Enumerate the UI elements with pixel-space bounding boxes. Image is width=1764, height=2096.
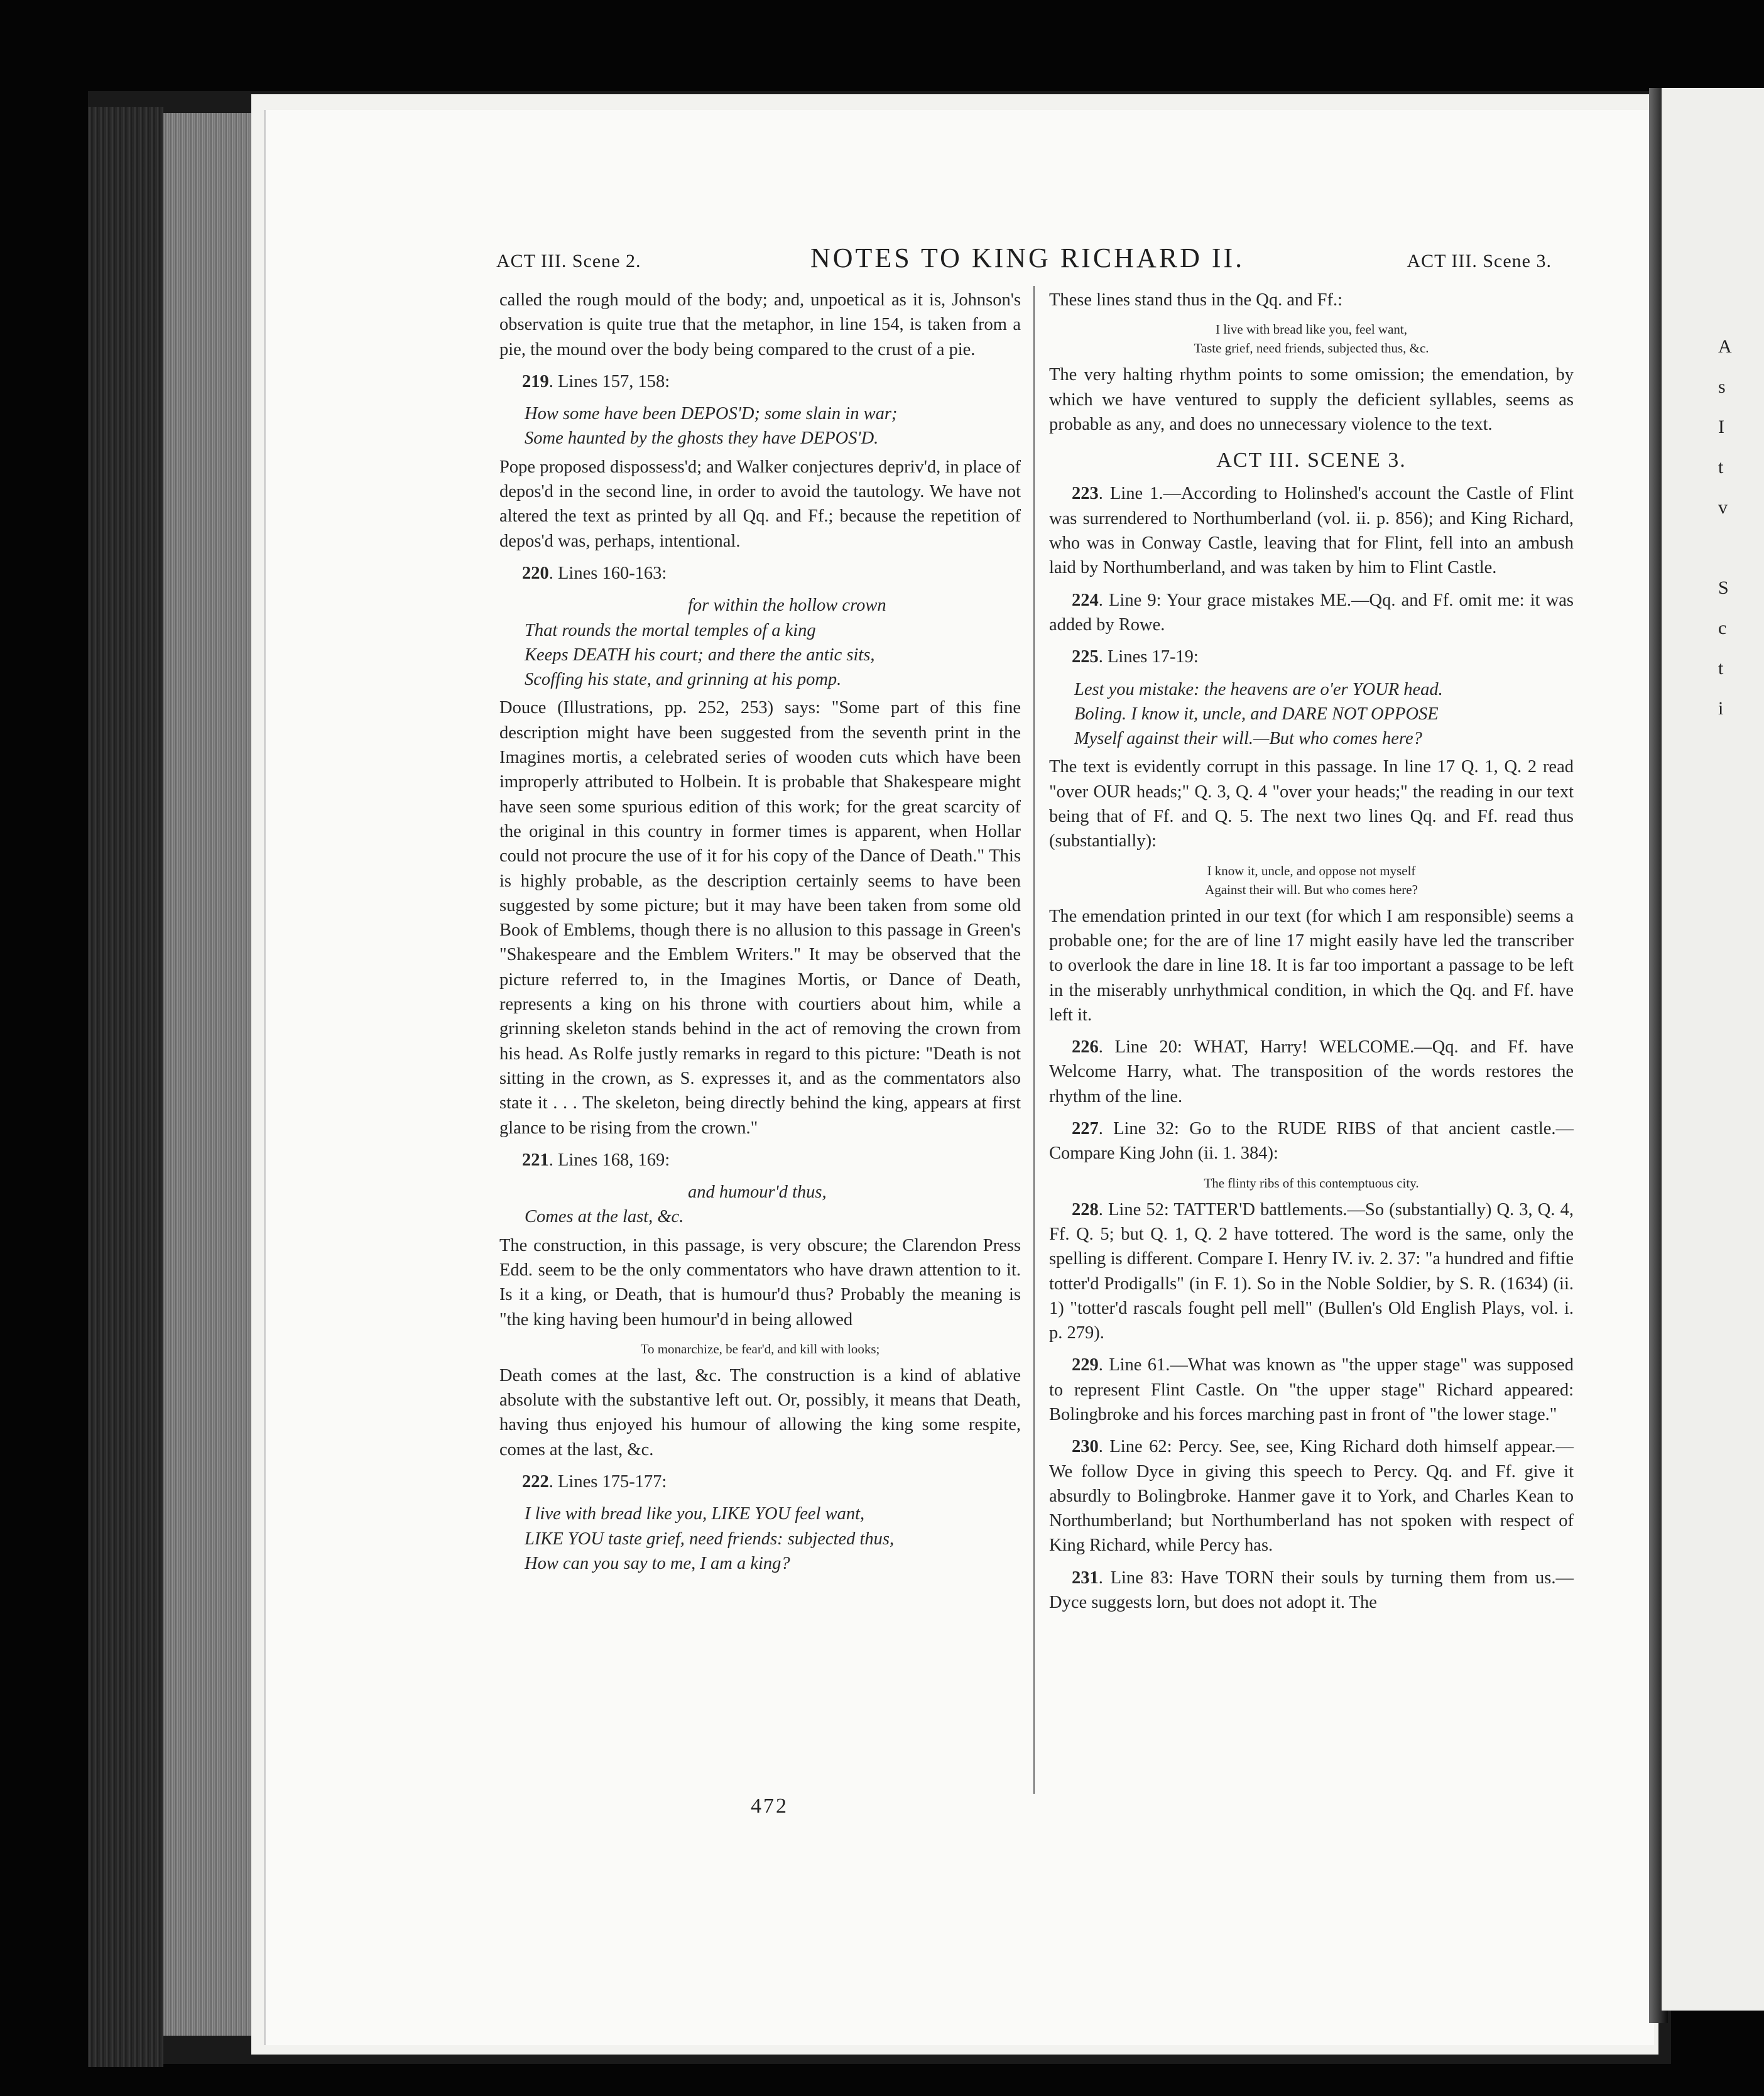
note-text: Line 83: Have TORN their souls by turning them from us.—Dyce suggests lorn, but does not adopt it. The <box>1049 1568 1574 1613</box>
note-text: Line 61.—What was known as "the upper stage" was supposed to represent Flint Castle. On "the upper stage" Richard appeared: Bolingbroke and his forces marching past in front of "the lower stage." <box>1049 1355 1574 1424</box>
note-text: Line 52: TATTER'D battlements.—So (substantially) Q. 3, Q. 4, Ff. Q. 5; but Q. 1, Q. 2 have tottered. The word is the same, only the spelling is different. Compare I. Henry IV. iv. 2. 37: "a hundred and fiftie totter'd Prodigalls" (in F. 1). So in the Noble Soldier, by S. R. (1634) (ii. 1) "totter'd rascals fought pell mell" (Bullen's Old English Plays, vol. i. p. 279). <box>1049 1199 1574 1343</box>
body-paragraph: Pope proposed dispossess'd; and Walker conjectures depriv'd, in place of depos'd in the second line, in order to avoid the tautology. We have not altered the text as printed by all Qq. and Ff.; because the repetition of depos'd was, perhaps, intentional. <box>499 457 1021 551</box>
body-paragraph: The emendation printed in our text (for which I am responsible) seems a probable one; for the are of line 17 might easily have led the transcriber to overlook the dare in line 18. It is far too important a passage to be left in the miserably unrhythmical condition, in which the Qq. and Ff. have left it. <box>1049 906 1574 1025</box>
verse-line: Taste grief, need friends, subjected thus, &c. <box>1194 341 1429 356</box>
note-number: 225 <box>1072 647 1099 667</box>
note-heading: 225. Lines 17-19: <box>1072 647 1199 667</box>
verse-line: LIKE YOU taste grief, need friends: subjected thus, <box>525 1529 895 1549</box>
small-quotation <box>499 1340 1021 1358</box>
left-column <box>499 288 1021 1580</box>
note-text: Lines 157, 158: <box>558 371 670 391</box>
note-paragraph: 230. Line 62: Percy. See, see, King Richard doth himself appear.—We follow Dyce in giving this speech to Percy. Qq. and Ff. give it absurdly to Bolingbroke. Hanmer gave it to York, and Charles Kean to Northumberland; but Northumberland has not spoken with respect of King Richard, while Percy has. <box>1049 1437 1574 1556</box>
note-number: 226 <box>1072 1037 1099 1057</box>
note-text: Line 20: WHAT, Harry! WELCOME.—Qq. and Ff. have Welcome Harry, what. The transposition of the words restores the rhythm of the line. <box>1049 1037 1574 1106</box>
small-quotation <box>1049 861 1574 899</box>
verse-line: I live with bread like you, LIKE YOU feel want, <box>525 1504 865 1524</box>
note-text: Lines 17-19: <box>1108 647 1199 667</box>
body-paragraph: The construction, in this passage, is very obscure; the Clarendon Press Edd. seem to be the only commentators who have drawn attention to it. Is it a king, or Death, that is humour'd thus? Probably the meaning is "the king having been humour'd in being allowed <box>499 1235 1021 1329</box>
note-text: Lines 160-163: <box>558 563 667 583</box>
note-text: Line 62: Percy. See, see, King Richard doth himself appear.—We follow Dyce in giving this speech to Percy. Qq. and Ff. give it absurdly to Bolingbroke. Hanmer gave it to York, and Charles Kean to Northumberland; but Northumberland has not spoken with respect of King Richard, while Percy has. <box>1049 1437 1574 1556</box>
verse-line: I live with bread like you, feel want, <box>1216 322 1407 337</box>
verse-line: Boling. I know it, uncle, and DARE NOT OPPOSE <box>1074 704 1439 724</box>
running-head-title: NOTES TO KING RICHARD II. <box>810 243 1245 273</box>
note-heading: 219. Lines 157, 158: <box>522 371 670 391</box>
running-head-left: ACT III. Scene 2. <box>496 251 641 271</box>
verse-line: for within the hollow crown <box>688 596 886 616</box>
scene-heading: ACT III. SCENE 3. <box>1216 449 1407 472</box>
body-paragraph: These lines stand thus in the Qq. and Ff.: <box>1049 290 1343 310</box>
verse-quotation <box>499 1180 1021 1230</box>
running-head-right: ACT III. Scene 3. <box>1407 251 1552 271</box>
facing-page-edge <box>1662 88 1764 2011</box>
book-spine <box>88 107 163 2067</box>
note-paragraph: 229. Line 61.—What was known as "the upper stage" was supposed to represent Flint Castle. On "the upper stage" Richard appeared: Bolingbroke and his forces marching past in front of "the lower stage." <box>1049 1355 1574 1424</box>
note-text: Line 1.—According to Holinshed's account the Castle of Flint was surrendered to Northumberland (vol. ii. p. 856); and King Richard, who was in Conway Castle, leaving that for Flint, fell into an ambush laid by Northumberland, and was taken by him to Flint Castle. <box>1049 484 1574 578</box>
note-paragraph: 227. Line 32: Go to the RUDE RIBS of that ancient castle.—Compare King John (ii. 1. 384): <box>1049 1119 1574 1164</box>
verse-line: I know it, uncle, and oppose not myself <box>1207 863 1416 878</box>
body-paragraph: called the rough mould of the body; and, unpoetical as it is, Johnson's observation is quite true that the metaphor, in line 154, is taken from a pie, the mound over the body being compared to the crust of a pie. <box>499 290 1021 359</box>
note-text: Lines 168, 169: <box>558 1150 670 1170</box>
verse-line: Some haunted by the ghosts they have DEPOS'D. <box>525 428 879 449</box>
note-number: 221 <box>522 1150 549 1170</box>
verse-quotation <box>1049 677 1574 751</box>
body-paragraph: Death comes at the last, &c. The construction is a kind of ablative absolute with the substantive left out. Or, possibly, it means that Death, having thus enjoyed his humour of allowing the king some respite, comes at the last, &c. <box>499 1365 1021 1460</box>
column-rule <box>1033 286 1035 1794</box>
note-paragraph: 226. Line 20: WHAT, Harry! WELCOME.—Qq. and Ff. have Welcome Harry, what. The transposition of the words restores the rhythm of the line. <box>1049 1037 1574 1106</box>
right-column <box>1049 288 1574 1622</box>
small-quotation <box>1049 1174 1574 1193</box>
verse-line: That rounds the mortal temples of a king <box>525 620 816 640</box>
note-text: Line 9: Your grace mistakes ME.—Qq. and Ff. omit me: it was added by Rowe. <box>1049 590 1574 635</box>
verse-line: Scoffing his state, and grinning at his pomp. <box>525 670 842 690</box>
note-number: 227 <box>1072 1119 1099 1139</box>
note-paragraph: 224. Line 9: Your grace mistakes ME.—Qq. and Ff. omit me: it was added by Rowe. <box>1049 590 1574 635</box>
verse-quotation <box>499 1502 1021 1576</box>
verse-line: Keeps DEATH his court; and there the antic sits, <box>525 645 875 665</box>
verse-line: Lest you mistake: the heavens are o'er YOUR head. <box>1074 679 1443 699</box>
facing-page-letters: A s I t v S c t i <box>1718 336 1732 719</box>
note-number: 231 <box>1072 1568 1099 1588</box>
note-number: 223 <box>1072 484 1099 504</box>
note-text: Lines 175-177: <box>558 1472 667 1492</box>
note-number: 228 <box>1072 1199 1099 1220</box>
note-heading: 220. Lines 160-163: <box>522 563 667 583</box>
note-number: 222 <box>522 1472 549 1492</box>
body-paragraph: Douce (Illustrations, pp. 252, 253) says: "Some part of this fine description might have been suggested from the seventh print in the Imagines mortis, a celebrated series of wooden cuts which have been improperly attributed to Holbein. It is probable that Shakespeare might have seen some spurious edition of this work; for the great scarcity of the original in this country in former times is apparent, when Hollar could not procure the use of it for his copy of the Dance of Death." This is highly probable, as the description certainly seems to have been suggested by some picture; but it may have been taken from some old Book of Emblems, though there is no allusion to this passage in Green's "Shakespeare and the Emblem Writers." It may be observed that the picture referred to, in the Imagines Mortis, or Dance of Death, represents a king on his throne with courtiers about him, while a grinning skeleton stands behind in the act of removing the crown from his head. As Rolfe justly remarks in regard to this picture: "Death is not sitting in the crown, as S. expresses it, and as the commentators also state it . . . The skeleton, being directly behind the king, appears at first glance to be rising from the crown." <box>499 698 1021 1138</box>
body-paragraph: The text is evidently corrupt in this passage. In line 17 Q. 1, Q. 2 read "over OUR heads;" Q. 3, Q. 4 "over your heads;" the reading in our text being that of Ff. and Q. 5. The next two lines Qq. and Ff. read thus (substantially): <box>1049 757 1574 851</box>
verse-line: How can you say to me, I am a king? <box>525 1553 790 1573</box>
note-paragraph: 228. Line 52: TATTER'D battlements.—So (substantially) Q. 3, Q. 4, Ff. Q. 5; but Q. 1, Q. 2 have tottered. The word is the same, only the spelling is different. Compare I. Henry IV. iv. 2. 37: "a hundred and fiftie totter'd Prodigalls" (in F. 1). So in the Noble Soldier, by S. R. (1634) (ii. 1) "totter'd rascals fought pell mell" (Bullen's Old English Plays, vol. i. p. 279). <box>1049 1199 1574 1343</box>
page-edges <box>163 113 251 2036</box>
note-heading: 222. Lines 175-177: <box>522 1472 667 1492</box>
note-number: 220 <box>522 563 549 583</box>
note-heading: 221. Lines 168, 169: <box>522 1150 670 1170</box>
verse-line: and humour'd thus, <box>688 1182 827 1203</box>
verse-line: Comes at the last, &c. <box>525 1207 684 1227</box>
note-paragraph: 223. Line 1.—According to Holinshed's account the Castle of Flint was surrendered to Northumberland (vol. ii. p. 856); and King Richard, who was in Conway Castle, leaving that for Flint, fell into an ambush laid by Northumberland, and was taken by him to Flint Castle. <box>1049 484 1574 578</box>
small-quotation <box>1049 320 1574 358</box>
verse-line: Against their will. But who comes here? <box>1205 882 1418 897</box>
note-number: 224 <box>1072 590 1099 610</box>
note-number: 229 <box>1072 1355 1099 1375</box>
running-head <box>496 242 1552 280</box>
verse-quotation <box>499 401 1021 451</box>
page-number: 472 <box>751 1794 788 1818</box>
verse-line: The flinty ribs of this contemptuous city. <box>1204 1175 1419 1191</box>
verse-line: To monarchize, be fear'd, and kill with looks; <box>640 1341 880 1356</box>
note-paragraph: 231. Line 83: Have TORN their souls by turning them from us.—Dyce suggests lorn, but does not adopt it. The <box>1049 1568 1574 1613</box>
note-number: 219 <box>522 371 549 391</box>
body-paragraph: The very halting rhythm points to some omission; the emendation, by which we have ventured to supply the deficient syllables, seems as probable as any, and does no unnecessary violence to the text. <box>1049 365 1574 434</box>
note-number: 230 <box>1072 1437 1099 1457</box>
verse-line: How some have been DEPOS'D; some slain in war; <box>525 404 898 424</box>
note-text: Line 32: Go to the RUDE RIBS of that ancient castle.—Compare King John (ii. 1. 384): <box>1049 1119 1574 1164</box>
verse-quotation <box>499 593 1021 692</box>
verse-line: Myself against their will.—But who comes here? <box>1074 729 1422 749</box>
